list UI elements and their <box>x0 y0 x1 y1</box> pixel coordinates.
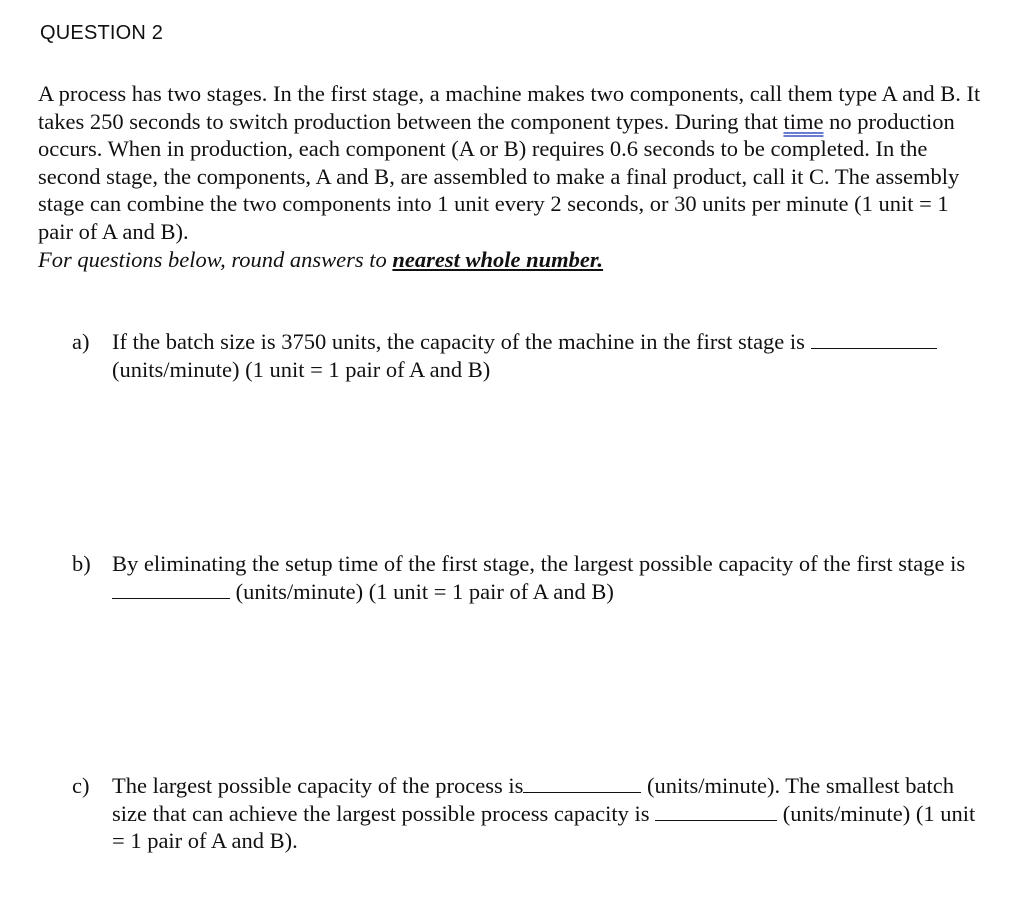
answer-blank-c-capacity[interactable] <box>523 776 641 793</box>
rounding-instruction-emphasis: nearest whole number. <box>392 246 604 272</box>
rounding-instruction-prefix: For questions below, round answers to <box>38 246 393 272</box>
intro-text-part1: A process has two stages. In the first stage, a machine makes two components, call them type A and B. It takes 250 seconds to switch production between the component types. During that <box>38 81 981 134</box>
question-b-units: (units/minute) (1 unit = 1 pair of A and B) <box>230 578 614 604</box>
intro-text-part2: no production occurs. When in production, each component (A or B) requires 0.6 seconds to be completed. In the second stage, the components, A and B, are assembled to make a final product, call it C. The assembly stage can combine the two components into 1 unit every 2 seconds, or 30 units per minute (1 unit = 1 pair of A and B). <box>38 108 960 244</box>
question-a-units: (units/minute) (1 unit = 1 pair of A and B) <box>112 356 491 382</box>
question-c-units: (units/minute) (1 unit = 1 pair of A and B). <box>112 800 976 854</box>
question-a-body <box>112 328 992 383</box>
question-b-body <box>112 550 992 605</box>
question-a <box>72 328 992 383</box>
problem-statement <box>38 80 988 273</box>
question-c-text-2: (units/minute). The smallest batch size that can achieve the largest possible process capacity is <box>112 773 954 826</box>
question-b-marker: b) <box>72 551 91 576</box>
rounding-instruction <box>38 246 988 274</box>
question-b-text: By eliminating the setup time of the first stage, the largest possible capacity of the first stage is <box>112 551 966 576</box>
intro-time-word: time <box>783 108 824 134</box>
question-c <box>72 772 992 855</box>
answer-blank-b[interactable] <box>112 582 230 599</box>
answer-blank-c-batch-size[interactable] <box>655 804 777 821</box>
question-c-body <box>112 772 992 855</box>
question-b <box>72 550 992 605</box>
question-heading: QUESTION 2 <box>40 22 164 44</box>
answer-blank-a[interactable] <box>811 332 937 349</box>
question-a-text: If the batch size is 3750 units, the capacity of the machine in the first stage is <box>112 329 811 354</box>
question-c-marker: c) <box>72 773 90 798</box>
question-a-marker: a) <box>72 329 90 354</box>
question-c-text-1: The largest possible capacity of the process is <box>112 773 524 798</box>
